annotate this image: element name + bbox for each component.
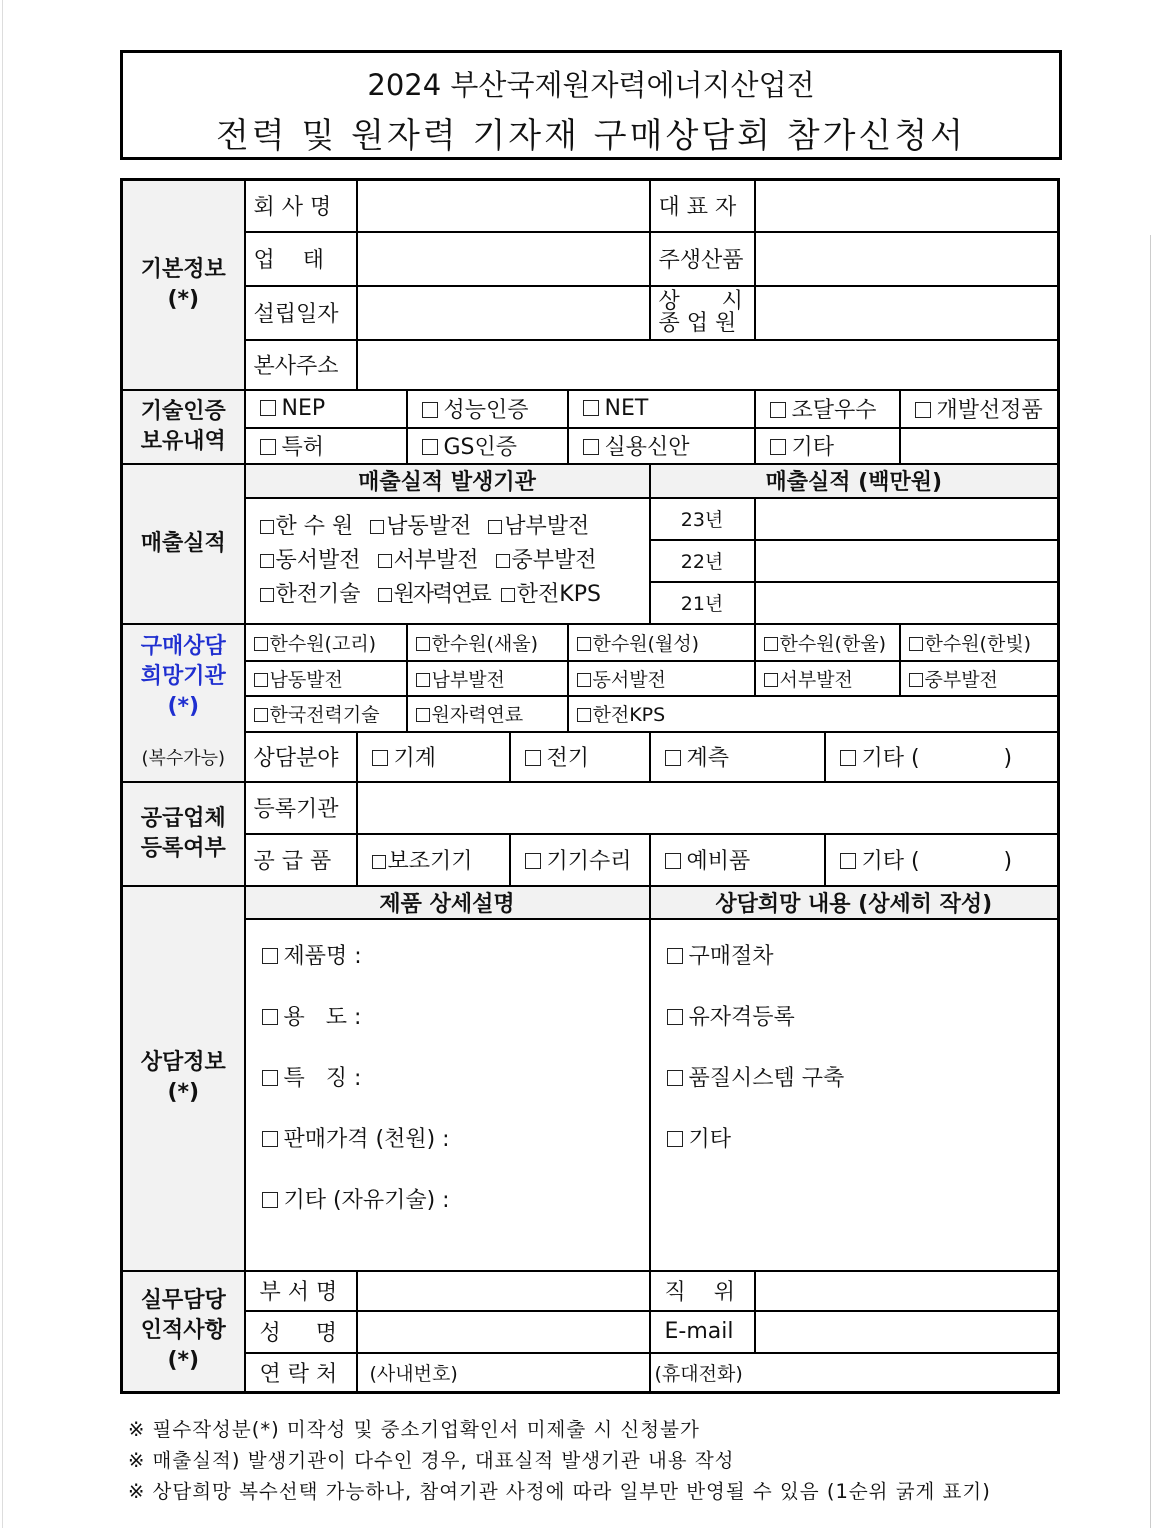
checkbox-icon[interactable] <box>416 673 430 687</box>
purchase-option[interactable] <box>407 624 568 661</box>
cert-label: GS인증 <box>443 435 518 460</box>
checkbox-icon[interactable] <box>422 402 438 418</box>
purchase-row-2 <box>122 661 1059 696</box>
email-field[interactable] <box>755 1311 1059 1353</box>
supply-option-label: 기타 ( ) <box>861 849 1013 874</box>
checkbox-icon[interactable] <box>583 400 599 416</box>
checkbox-icon[interactable] <box>909 637 923 651</box>
checkbox-icon[interactable] <box>260 520 274 534</box>
checkbox-icon[interactable] <box>378 588 392 602</box>
footnote: ※ 매출실적) 발생기관이 다수인 경우, 대표실적 발생기관 내용 작성 <box>128 1449 735 1472</box>
purchase-option-label: 남부발전 <box>431 668 505 691</box>
supplier-row-1 <box>122 782 1059 834</box>
checkbox-icon[interactable] <box>254 637 268 651</box>
sales-org-option[interactable] <box>378 544 479 578</box>
supplier-row-2 <box>122 834 1059 886</box>
purchase-option-label: 한수원(한울) <box>779 632 887 655</box>
checkbox-icon[interactable] <box>262 948 278 964</box>
staff-row-1 <box>122 1271 1059 1311</box>
checkbox-icon[interactable] <box>501 588 515 602</box>
position-field[interactable] <box>755 1271 1059 1311</box>
consult-field-label: 상담분야 <box>245 732 357 782</box>
section-tech <box>122 390 245 464</box>
application-form-table <box>120 178 1060 1394</box>
hope-item-label: 기타 <box>688 1126 732 1152</box>
section-sales: 매출실적 <box>122 464 245 624</box>
sales-year-label: 21년 <box>650 582 755 624</box>
purchase-row-3 <box>122 696 1059 732</box>
checkbox-icon[interactable] <box>378 554 392 568</box>
supply-spare[interactable] <box>650 834 825 886</box>
purchase-option[interactable] <box>407 661 568 696</box>
registry-field[interactable] <box>357 782 1059 834</box>
sales-amount-field[interactable] <box>755 498 1059 540</box>
section-purchase-required: (*) <box>167 693 200 719</box>
cert-label: 기타 <box>791 435 835 460</box>
checkbox-icon[interactable] <box>260 439 276 455</box>
supply-option-label: 보조기기 <box>387 849 473 874</box>
basic-row-4 <box>122 340 1059 390</box>
ext-hint: (사내번호) <box>369 1362 458 1385</box>
supply-option-label: 예비품 <box>686 849 751 874</box>
supply-option-label: 기기수리 <box>546 849 632 874</box>
section-consult-required: (*) <box>167 1080 200 1105</box>
sales-org-label: 원자력연료 <box>393 581 490 607</box>
checkbox-icon[interactable] <box>667 1070 683 1086</box>
hope-item[interactable] <box>667 987 1058 1048</box>
checkbox-icon[interactable] <box>665 750 681 766</box>
cert-performance[interactable] <box>407 390 568 428</box>
company-name-field[interactable] <box>357 180 650 232</box>
company-name-label: 회 사 명 <box>245 180 357 232</box>
email-label: E-mail <box>650 1311 755 1353</box>
tech-row-2 <box>122 428 1059 464</box>
sales-row-23 <box>122 498 1059 540</box>
cert-label: 개발선정품 <box>936 398 1043 423</box>
checkbox-icon[interactable] <box>577 673 591 687</box>
checkbox-icon[interactable] <box>583 439 599 455</box>
checkbox-icon[interactable] <box>525 750 541 766</box>
contact-label: 연 락 처 <box>245 1353 357 1393</box>
purchase-option-label: 한국전력기술 <box>269 704 380 726</box>
footnotes <box>128 1414 991 1507</box>
sales-year-label: 22년 <box>650 540 755 582</box>
footnote: ※ 상담희망 복수선택 가능하나, 참여기관 사정에 따라 일부만 반영될 수 있음 (1순위 굵게 표기) <box>128 1480 991 1503</box>
purchase-option[interactable] <box>900 624 1059 661</box>
hope-item-label: 품질시스템 구축 <box>688 1065 845 1091</box>
purchase-row-1 <box>122 624 1059 661</box>
section-staff <box>122 1271 245 1393</box>
product-item-label: 특 징 : <box>283 1065 362 1091</box>
consult-field-other[interactable] <box>825 732 1059 782</box>
consult-field-option-label: 기계 <box>393 746 437 771</box>
consult-field-option-label: 전기 <box>546 746 590 771</box>
consult-body-row <box>122 919 1059 1271</box>
main-product-field[interactable] <box>755 232 1059 286</box>
hope-item[interactable] <box>667 926 1058 987</box>
sales-org-label: 동서발전 <box>275 547 361 573</box>
purchase-option-label: 원자력연료 <box>431 704 524 726</box>
sales-org-list <box>245 498 650 624</box>
purchase-option-label: 한전KPS <box>592 704 666 726</box>
purchase-option-label: 서부발전 <box>779 668 853 691</box>
page-edge-right <box>1150 235 1151 1528</box>
purchase-field-row <box>122 732 1059 782</box>
consult-hope-area[interactable] <box>650 919 1059 1271</box>
sales-header-row <box>122 464 1059 498</box>
supply-aux[interactable] <box>357 834 510 886</box>
checkbox-icon[interactable] <box>416 637 430 651</box>
cert-label: 조달우수 <box>791 398 877 423</box>
staff-row-2 <box>122 1311 1059 1353</box>
sales-org-option[interactable] <box>260 578 361 612</box>
mobile-field[interactable] <box>650 1353 1059 1393</box>
sales-org-option[interactable] <box>378 578 490 612</box>
product-item-label: 용 도 : <box>283 1004 362 1030</box>
section-staff-label-2: 인적사항 <box>140 1318 226 1344</box>
mobile-hint: (휴대전화) <box>654 1362 743 1385</box>
cert-net[interactable] <box>568 390 755 428</box>
product-item-label: 판매가격 (천원) : <box>283 1126 450 1152</box>
employees-label-2: 종 업 원 <box>658 310 737 336</box>
staff-row-3 <box>122 1353 1059 1393</box>
hope-item-label: 유자격등록 <box>688 1004 795 1030</box>
section-staff-required: (*) <box>167 1348 200 1374</box>
basic-row-3 <box>122 286 1059 340</box>
business-type-field[interactable] <box>357 232 650 286</box>
consult-field-mech[interactable] <box>357 732 510 782</box>
checkbox-icon[interactable] <box>770 402 786 418</box>
checkbox-icon[interactable] <box>372 855 386 869</box>
hope-item-label: 구매절차 <box>688 943 774 969</box>
checkbox-icon[interactable] <box>577 708 591 722</box>
section-tech-label-2: 보유내역 <box>140 428 226 454</box>
checkbox-icon[interactable] <box>667 1009 683 1025</box>
sales-org-option[interactable] <box>496 544 597 578</box>
checkbox-icon[interactable] <box>262 1131 278 1147</box>
employees-label <box>650 286 755 340</box>
purchase-option-label: 남동발전 <box>269 668 343 691</box>
hope-item[interactable] <box>667 1109 1058 1170</box>
checkbox-icon[interactable] <box>262 1070 278 1086</box>
purchase-option-label: 한수원(월성) <box>592 632 700 655</box>
checkbox-icon[interactable] <box>372 750 388 766</box>
founded-label: 설립일자 <box>245 286 357 340</box>
checkbox-icon[interactable] <box>764 673 778 687</box>
registry-label: 등록기관 <box>245 782 357 834</box>
checkbox-icon[interactable] <box>764 637 778 651</box>
cert-label: 성능인증 <box>443 398 529 423</box>
checkbox-icon[interactable] <box>915 402 931 418</box>
ceo-label: 대 표 자 <box>650 180 755 232</box>
consult-field-elec[interactable] <box>510 732 650 782</box>
basic-row-1 <box>122 180 1059 232</box>
sales-amount-header: 매출실적 (백만원) <box>650 464 1059 498</box>
form-title-line2: 전력 및 원자력 기자재 구매상담회 참가신청서 <box>215 116 967 156</box>
checkbox-icon[interactable] <box>254 708 268 722</box>
sales-org-header: 매출실적 발생기관 <box>245 464 650 498</box>
purchase-option[interactable] <box>245 696 407 732</box>
checkbox-icon[interactable] <box>262 1192 278 1208</box>
form-title-box <box>120 50 1062 160</box>
sales-org-label: 남동발전 <box>386 513 472 539</box>
ext-field[interactable] <box>357 1353 650 1393</box>
checkbox-icon[interactable] <box>909 673 923 687</box>
sales-org-row <box>260 544 649 578</box>
sales-amount-field[interactable] <box>755 582 1059 624</box>
checkbox-icon[interactable] <box>840 853 856 869</box>
sales-org-option[interactable] <box>260 510 354 544</box>
section-basic-label: 기본정보 <box>140 256 226 282</box>
cert-label: NET <box>604 396 649 421</box>
supply-label: 공 급 품 <box>245 834 357 886</box>
checkbox-icon[interactable] <box>496 554 510 568</box>
ceo-field[interactable] <box>755 180 1059 232</box>
checkbox-icon[interactable] <box>488 520 502 534</box>
cert-label: 특허 <box>281 435 325 460</box>
sales-org-row <box>260 578 649 612</box>
cert-procurement[interactable] <box>755 390 900 428</box>
sales-amount-field[interactable] <box>755 540 1059 582</box>
purchase-option-label: 한수원(새울) <box>431 632 539 655</box>
sales-org-option[interactable] <box>370 510 471 544</box>
main-product-label: 주생산품 <box>650 232 755 286</box>
cert-nep[interactable] <box>245 390 407 428</box>
footnote: ※ 필수작성분(*) 미작성 및 중소기업확인서 미제출 시 신청불가 <box>128 1418 700 1441</box>
sales-org-label: 서부발전 <box>393 547 479 573</box>
tech-row-1 <box>122 390 1059 428</box>
consult-field-option-label: 기타 ( ) <box>861 746 1013 771</box>
section-purchase <box>122 624 245 782</box>
section-consult-label: 상담정보 <box>140 1050 226 1075</box>
cert-empty <box>900 428 1059 464</box>
sales-org-label: 중부발전 <box>511 547 597 573</box>
section-staff-label-1: 실무담당 <box>140 1288 226 1314</box>
purchase-option[interactable] <box>755 624 900 661</box>
cert-label: NEP <box>281 396 326 421</box>
name-label: 성 명 <box>245 1311 357 1353</box>
sales-org-label: 남부발전 <box>504 513 590 539</box>
form-title-line1: 2024 부산국제원자력에너지산업전 <box>367 68 815 102</box>
product-detail-area[interactable] <box>245 919 650 1271</box>
section-purchase-label-2: 희망기관 <box>140 663 226 689</box>
product-item[interactable] <box>262 1109 649 1170</box>
position-label: 직 위 <box>650 1271 755 1311</box>
name-field[interactable] <box>357 1311 650 1353</box>
product-item[interactable] <box>262 987 649 1048</box>
checkbox-icon[interactable] <box>770 439 786 455</box>
checkbox-icon[interactable] <box>262 1009 278 1025</box>
cert-utility[interactable] <box>568 428 755 464</box>
sales-org-label: 한전KPS <box>516 581 601 607</box>
employees-label-1: 상 시 <box>658 288 743 314</box>
purchase-option-label: 중부발전 <box>924 668 998 691</box>
supply-other[interactable] <box>825 834 1059 886</box>
dept-label: 부 서 명 <box>245 1271 357 1311</box>
sales-year-label: 23년 <box>650 498 755 540</box>
supply-repair[interactable] <box>510 834 650 886</box>
sales-org-label: 한 수 원 <box>275 513 354 539</box>
purchase-option-label: 한수원(고리) <box>269 632 377 655</box>
purchase-option[interactable] <box>407 696 568 732</box>
checkbox-icon[interactable] <box>260 588 274 602</box>
purchase-option[interactable] <box>245 661 407 696</box>
consult-header-row <box>122 886 1059 919</box>
sales-org-row <box>260 510 649 544</box>
consult-field-instr[interactable] <box>650 732 825 782</box>
business-type-label: 업 태 <box>245 232 357 286</box>
purchase-option[interactable] <box>568 624 755 661</box>
sales-org-option[interactable] <box>260 544 361 578</box>
consult-field-option-label: 계측 <box>686 746 730 771</box>
section-purchase-label-1: 구매상담 <box>140 633 226 659</box>
checkbox-icon[interactable] <box>254 673 268 687</box>
checkbox-icon[interactable] <box>525 853 541 869</box>
section-basic <box>122 180 245 390</box>
cert-other[interactable] <box>755 428 900 464</box>
purchase-option[interactable] <box>245 624 407 661</box>
checkbox-icon[interactable] <box>667 1131 683 1147</box>
section-supplier-label-1: 공급업체 <box>140 805 226 831</box>
product-item[interactable] <box>262 926 649 987</box>
product-item-label: 제품명 : <box>283 943 362 969</box>
purchase-option-label: 동서발전 <box>592 668 666 691</box>
checkbox-icon[interactable] <box>260 400 276 416</box>
employees-field[interactable] <box>755 286 1059 340</box>
product-item-label: 기타 (자유기술) : <box>283 1187 450 1213</box>
section-supplier <box>122 782 245 886</box>
basic-row-2 <box>122 232 1059 286</box>
checkbox-icon[interactable] <box>422 439 438 455</box>
purchase-option[interactable] <box>755 661 900 696</box>
section-tech-label-1: 기술인증 <box>140 398 226 424</box>
checkbox-icon[interactable] <box>416 708 430 722</box>
address-label: 본사주소 <box>245 340 357 390</box>
checkbox-icon[interactable] <box>370 520 384 534</box>
purchase-option[interactable] <box>900 661 1059 696</box>
cert-label: 실용신안 <box>604 435 690 460</box>
sales-org-option[interactable] <box>501 578 601 612</box>
consult-hope-header: 상담희망 내용 (상세히 작성) <box>650 886 1059 919</box>
cert-patent[interactable] <box>245 428 407 464</box>
product-item[interactable] <box>262 1170 649 1231</box>
sales-org-label: 한전기술 <box>275 581 361 607</box>
address-field[interactable] <box>357 340 1059 390</box>
purchase-option[interactable] <box>568 661 755 696</box>
product-item[interactable] <box>262 1048 649 1109</box>
checkbox-icon[interactable] <box>260 554 274 568</box>
section-supplier-label-2: 등록여부 <box>140 835 226 861</box>
hope-item[interactable] <box>667 1048 1058 1109</box>
sales-org-option[interactable] <box>488 510 589 544</box>
dept-field[interactable] <box>357 1271 650 1311</box>
purchase-option-label: 한수원(한빛) <box>924 632 1032 655</box>
cert-gs[interactable] <box>407 428 568 464</box>
cert-dev-product[interactable] <box>900 390 1059 428</box>
founded-field[interactable] <box>357 286 650 340</box>
checkbox-icon[interactable] <box>577 637 591 651</box>
checkbox-icon[interactable] <box>667 948 683 964</box>
section-purchase-multi: (복수가능) <box>141 747 226 769</box>
page-edge-left <box>2 0 3 1528</box>
section-consult <box>122 886 245 1271</box>
purchase-option[interactable] <box>568 696 1059 732</box>
section-basic-required: (*) <box>167 286 200 312</box>
checkbox-icon[interactable] <box>665 853 681 869</box>
product-detail-header: 제품 상세설명 <box>245 886 650 919</box>
checkbox-icon[interactable] <box>840 750 856 766</box>
